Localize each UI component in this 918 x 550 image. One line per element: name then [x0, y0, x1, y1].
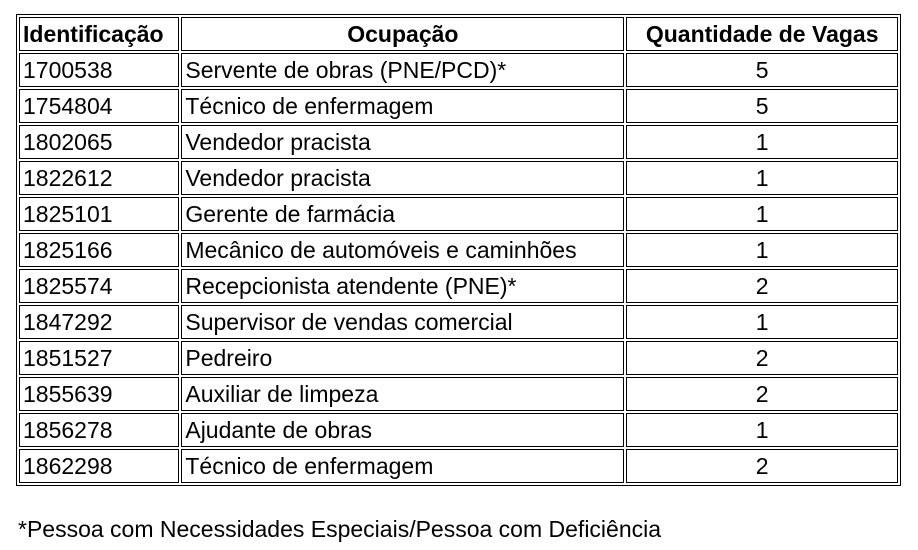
cell-identification: 1825101 — [19, 197, 179, 231]
table-row — [19, 53, 898, 87]
header-identification: Identificação — [19, 17, 179, 51]
table-row — [19, 377, 898, 411]
cell-occupation: Técnico de enfermagem — [181, 89, 624, 123]
cell-occupation: Ajudante de obras — [181, 413, 624, 447]
cell-quantity: 2 — [626, 341, 898, 375]
cell-occupation: Pedreiro — [181, 341, 624, 375]
cell-identification: 1847292 — [19, 305, 179, 339]
cell-identification: 1851527 — [19, 341, 179, 375]
table-row — [19, 341, 898, 375]
table-row — [19, 269, 898, 303]
table-row — [19, 89, 898, 123]
cell-identification: 1825574 — [19, 269, 179, 303]
cell-identification: 1825166 — [19, 233, 179, 267]
cell-occupation: Auxiliar de limpeza — [181, 377, 624, 411]
cell-identification: 1855639 — [19, 377, 179, 411]
cell-occupation: Vendedor pracista — [181, 161, 624, 195]
cell-identification: 1754804 — [19, 89, 179, 123]
cell-occupation: Supervisor de vendas comercial — [181, 305, 624, 339]
header-quantity: Quantidade de Vagas — [626, 17, 898, 51]
cell-quantity: 1 — [626, 413, 898, 447]
cell-identification: 1856278 — [19, 413, 179, 447]
cell-quantity: 2 — [626, 449, 898, 483]
job-vacancies-table-container — [16, 14, 901, 486]
header-occupation: Ocupação — [181, 17, 624, 51]
cell-quantity: 1 — [626, 161, 898, 195]
cell-occupation: Servente de obras (PNE/PCD)* — [181, 53, 624, 87]
cell-occupation: Recepcionista atendente (PNE)* — [181, 269, 624, 303]
cell-occupation: Técnico de enfermagem — [181, 449, 624, 483]
cell-identification: 1862298 — [19, 449, 179, 483]
table-body — [19, 53, 898, 483]
table-row — [19, 413, 898, 447]
cell-identification: 1822612 — [19, 161, 179, 195]
cell-quantity: 2 — [626, 269, 898, 303]
table-row — [19, 233, 898, 267]
table-row — [19, 449, 898, 483]
table-row — [19, 197, 898, 231]
cell-identification: 1802065 — [19, 125, 179, 159]
cell-quantity: 5 — [626, 53, 898, 87]
cell-occupation: Gerente de farmácia — [181, 197, 624, 231]
cell-quantity: 1 — [626, 197, 898, 231]
cell-quantity: 1 — [626, 305, 898, 339]
job-vacancies-table — [16, 14, 901, 486]
cell-quantity: 2 — [626, 377, 898, 411]
cell-quantity: 1 — [626, 233, 898, 267]
cell-identification: 1700538 — [19, 53, 179, 87]
table-row — [19, 305, 898, 339]
cell-quantity: 5 — [626, 89, 898, 123]
table-row — [19, 125, 898, 159]
footnote: *Pessoa com Necessidades Especiais/Pessoa com Deficiência — [18, 516, 662, 542]
cell-occupation: Vendedor pracista — [181, 125, 624, 159]
table-row — [19, 161, 898, 195]
table-header-row — [19, 17, 898, 51]
cell-occupation: Mecânico de automóveis e caminhões — [181, 233, 624, 267]
cell-quantity: 1 — [626, 125, 898, 159]
